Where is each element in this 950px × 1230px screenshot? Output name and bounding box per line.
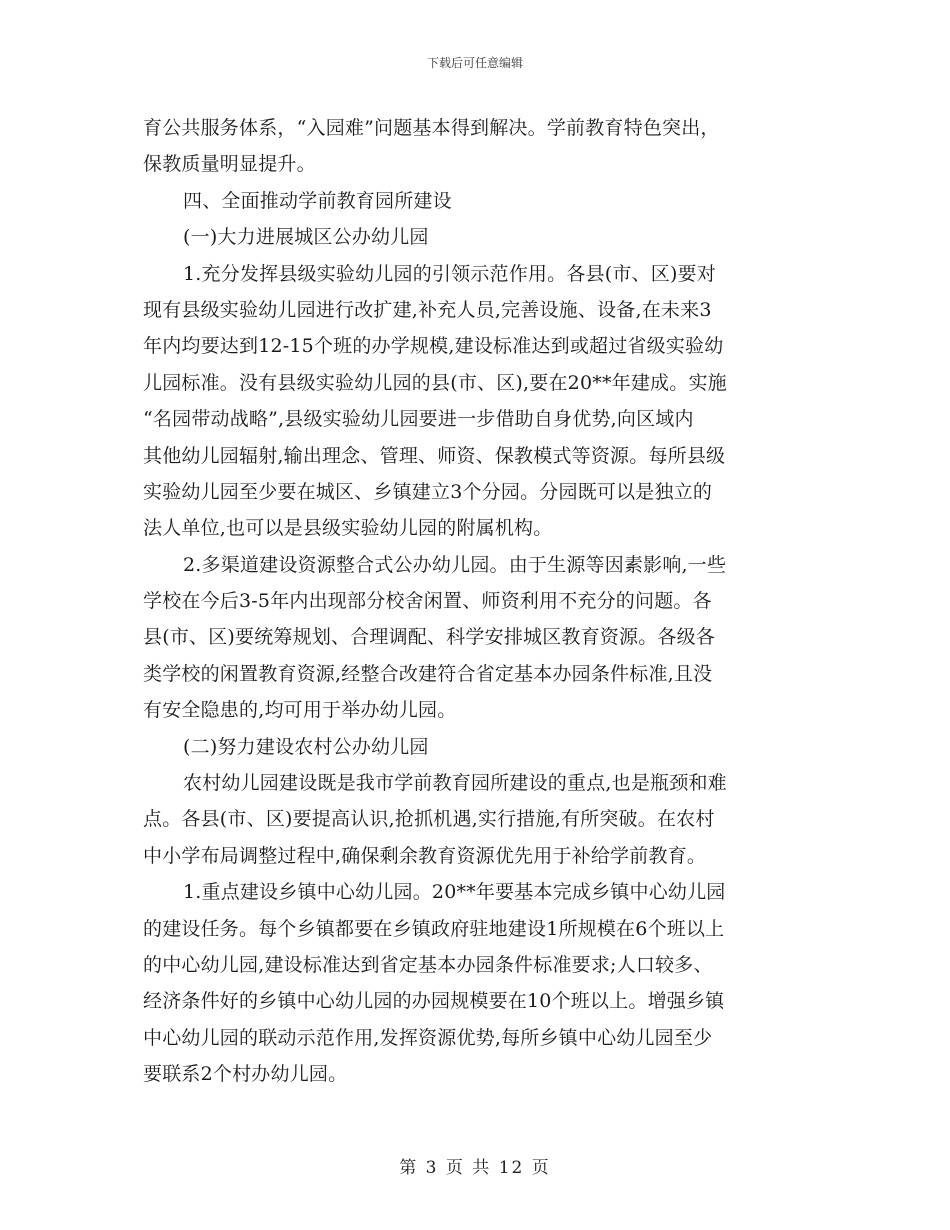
text-line: 要联系2个村办幼儿园。 xyxy=(143,1063,348,1086)
text-line: 年内均要达到12-15个班的办学规模,建设标准达到或超过省级实验幼 xyxy=(143,335,724,358)
text-line: (一)大力进展城区公办幼儿园 xyxy=(183,226,429,249)
text-line: 县(市、区)要统筹规划、合理调配、科学安排城区教育资源。各级各 xyxy=(143,626,716,649)
text-line: 1.充分发挥县级实验幼儿园的引领示范作用。各县(市、区)要对 xyxy=(183,262,716,285)
text-line: 其他幼儿园辐射,输出理念、管理、师资、保教模式等资源。每所县级 xyxy=(143,444,726,467)
text-line: 有安全隐患的,均可用于举办幼儿园。 xyxy=(143,699,457,722)
text-line: 儿园标准。没有县级实验幼儿园的县(市、区),要在20**年建成。实施 xyxy=(143,371,727,394)
text-line: 中心幼儿园的联动示范作用,发挥资源优势,每所乡镇中心幼儿园至少 xyxy=(143,1026,713,1049)
text-line: 的中心幼儿园,建设标准达到省定基本办园条件标准要求;人口较多、 xyxy=(143,953,713,976)
header-note: 下载后可任意编辑 xyxy=(426,56,523,70)
text-line: 育公共服务体系，“入园难”问题基本得到解决。学前教育特色突出， xyxy=(143,117,720,139)
text-line: “名园带动战略”,县级实验幼儿园要进一步借助自身优势,向区域内 xyxy=(143,408,694,431)
text-line: 类学校的闲置教育资源,经整合改建符合省定基本办园条件标准,且没 xyxy=(143,662,713,685)
text-line: (二)努力建设农村公办幼儿园 xyxy=(183,735,429,758)
text-line: 2.多渠道建设资源整合式公办幼儿园。由于生源等因素影响,一些 xyxy=(183,553,727,576)
text-line: 现有县级实验幼儿园进行改扩建,补充人员,完善设施、设备,在未来3 xyxy=(143,298,712,321)
text-line: 法人单位,也可以是县级实验幼儿园的附属机构。 xyxy=(143,517,553,540)
page-footer: 第 3 页 共 12 页 xyxy=(399,1158,551,1178)
text-line: 点。各县(市、区)要提高认识,抢抓机遇,实行措施,有所突破。在农村 xyxy=(143,808,715,831)
text-line: 1.重点建设乡镇中心幼儿园。20**年要基本完成乡镇中心幼儿园 xyxy=(183,881,726,904)
text-line: 四、全面推动学前教育园所建设 xyxy=(183,189,452,212)
text-line: 保教质量明显提升。 xyxy=(143,153,316,176)
document-body xyxy=(143,110,809,1093)
text-line: 学校在今后3-5年内出现部分校舍闲置、师资利用不充分的问题。各 xyxy=(143,590,712,613)
text-line: 经济条件好的乡镇中心幼儿园的办园规模要在10个班以上。增强乡镇 xyxy=(143,990,725,1013)
text-line: 中小学布局调整过程中,确保剩余教育资源优先用于补给学前教育。 xyxy=(143,844,707,867)
text-line: 的建设任务。每个乡镇都要在乡镇政府驻地建设1所规模在6个班以上 xyxy=(143,917,725,940)
text-line: 实验幼儿园至少要在城区、乡镇建立3个分园。分园既可以是独立的 xyxy=(143,480,713,503)
text-line: 农村幼儿园建设既是我市学前教育园所建设的重点,也是瓶颈和难 xyxy=(183,772,727,795)
